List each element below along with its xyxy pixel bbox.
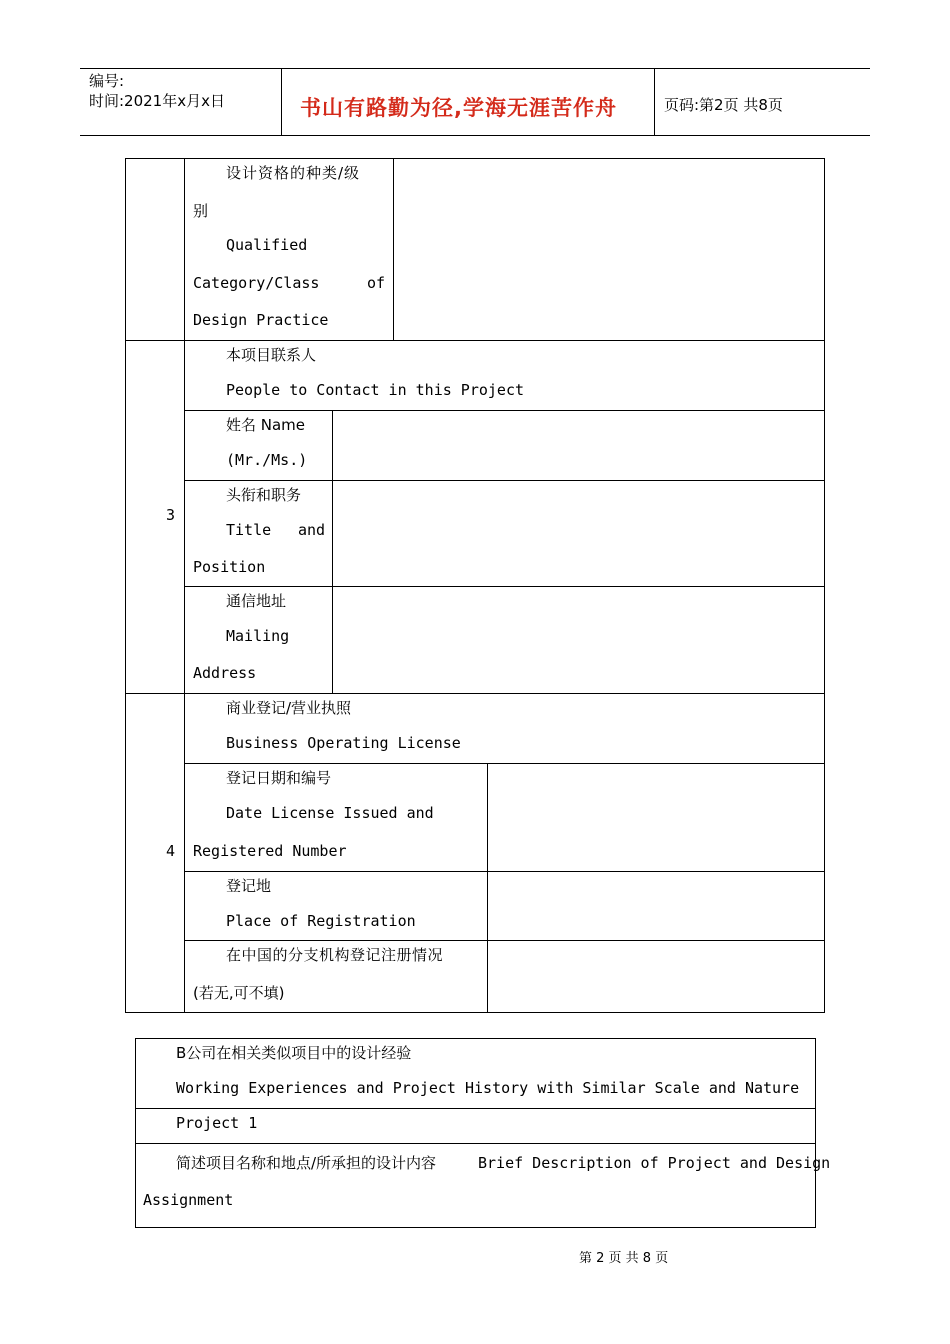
license-date-cn: 登记日期和编号 bbox=[226, 769, 332, 787]
table2-rule-brief bbox=[135, 1143, 816, 1144]
table2-rule-project bbox=[135, 1108, 816, 1109]
contact-name-cn: 姓名 Name bbox=[226, 416, 306, 434]
table2-left-border bbox=[135, 1038, 136, 1228]
project-brief-en-2: Assignment bbox=[143, 1191, 234, 1209]
design-qualification-en-2a: Category/Class bbox=[193, 274, 320, 292]
contact-name-en: (Mr./Ms.) bbox=[226, 451, 308, 469]
license-date-en-2: Registered Number bbox=[193, 842, 347, 860]
header-motto: 书山有路勤为径,学海无涯苦作舟 bbox=[300, 96, 617, 120]
license-place-value-cell[interactable] bbox=[488, 872, 824, 940]
license-heading-cn: 商业登记/营业执照 bbox=[226, 699, 352, 717]
header-bottom-rule bbox=[80, 135, 870, 136]
project-brief-en-1: Brief Description of Project and Design bbox=[478, 1154, 831, 1172]
license-place-en: Place of Registration bbox=[226, 912, 416, 930]
contact-mail-en-2: Address bbox=[193, 664, 257, 682]
section4-number: 4 bbox=[166, 842, 176, 860]
branch-registration-value-cell[interactable] bbox=[488, 941, 824, 1012]
time-label: 时间:2021年x月x日 bbox=[89, 92, 225, 110]
project-brief-cn: 简述项目名称和地点/所承担的设计内容 bbox=[176, 1154, 437, 1172]
table1-rule-section3 bbox=[125, 340, 825, 341]
contact-mail-value-cell[interactable] bbox=[333, 587, 824, 693]
design-qualification-value-cell[interactable] bbox=[394, 159, 824, 340]
contact-title-cn: 头衔和职务 bbox=[226, 486, 302, 504]
contact-title-en-a: Title bbox=[226, 521, 272, 539]
design-qualification-cn-1: 设计资格的种类/级 bbox=[226, 164, 361, 182]
design-qualification-en-2b: of bbox=[367, 274, 386, 292]
project-label: Project 1 bbox=[176, 1114, 258, 1132]
table1-bottom-border bbox=[125, 1012, 825, 1013]
branch-registration-cn-2: (若无,可不填) bbox=[193, 984, 285, 1002]
license-date-en-1: Date License Issued and bbox=[226, 804, 434, 822]
design-qualification-en-1: Qualified bbox=[226, 236, 308, 254]
page-label: 页码:第2页 共8页 bbox=[664, 96, 783, 114]
experience-heading-cn: B公司在相关类似项目中的设计经验 bbox=[176, 1044, 412, 1062]
license-heading-en: Business Operating License bbox=[226, 734, 461, 752]
contact-heading-en: People to Contact in this Project bbox=[226, 381, 525, 399]
design-qualification-en-3: Design Practice bbox=[193, 311, 329, 329]
license-place-cn: 登记地 bbox=[226, 877, 272, 895]
header-divider-left bbox=[281, 68, 282, 136]
header-top-rule bbox=[80, 68, 870, 69]
table2-top-border bbox=[135, 1038, 816, 1039]
table1-rule-section4 bbox=[125, 693, 825, 694]
branch-registration-cn-1: 在中国的分支机构登记注册情况 bbox=[226, 946, 444, 964]
contact-title-en-b: and bbox=[298, 521, 326, 539]
section3-number: 3 bbox=[166, 506, 176, 524]
license-date-value-cell[interactable] bbox=[488, 764, 824, 871]
table2-bottom-border bbox=[135, 1227, 816, 1228]
contact-mail-cn: 通信地址 bbox=[226, 592, 287, 610]
page-footer: 第 2 页 共 8 页 bbox=[579, 1251, 669, 1266]
contact-mail-en-1: Mailing bbox=[226, 627, 290, 645]
table1-left-border bbox=[125, 158, 126, 1013]
header-divider-right bbox=[654, 68, 655, 136]
contact-title-value-cell[interactable] bbox=[333, 481, 824, 586]
contact-name-value-cell[interactable] bbox=[333, 411, 824, 480]
serial-label: 编号: bbox=[89, 72, 125, 90]
contact-title-en-2: Position bbox=[193, 558, 266, 576]
contact-heading-cn: 本项目联系人 bbox=[226, 346, 317, 364]
table2-right-border bbox=[815, 1038, 816, 1228]
design-qualification-cn-2: 别 bbox=[193, 202, 209, 220]
experience-heading-en: Working Experiences and Project History with Similar Scale and Nature bbox=[176, 1079, 800, 1097]
